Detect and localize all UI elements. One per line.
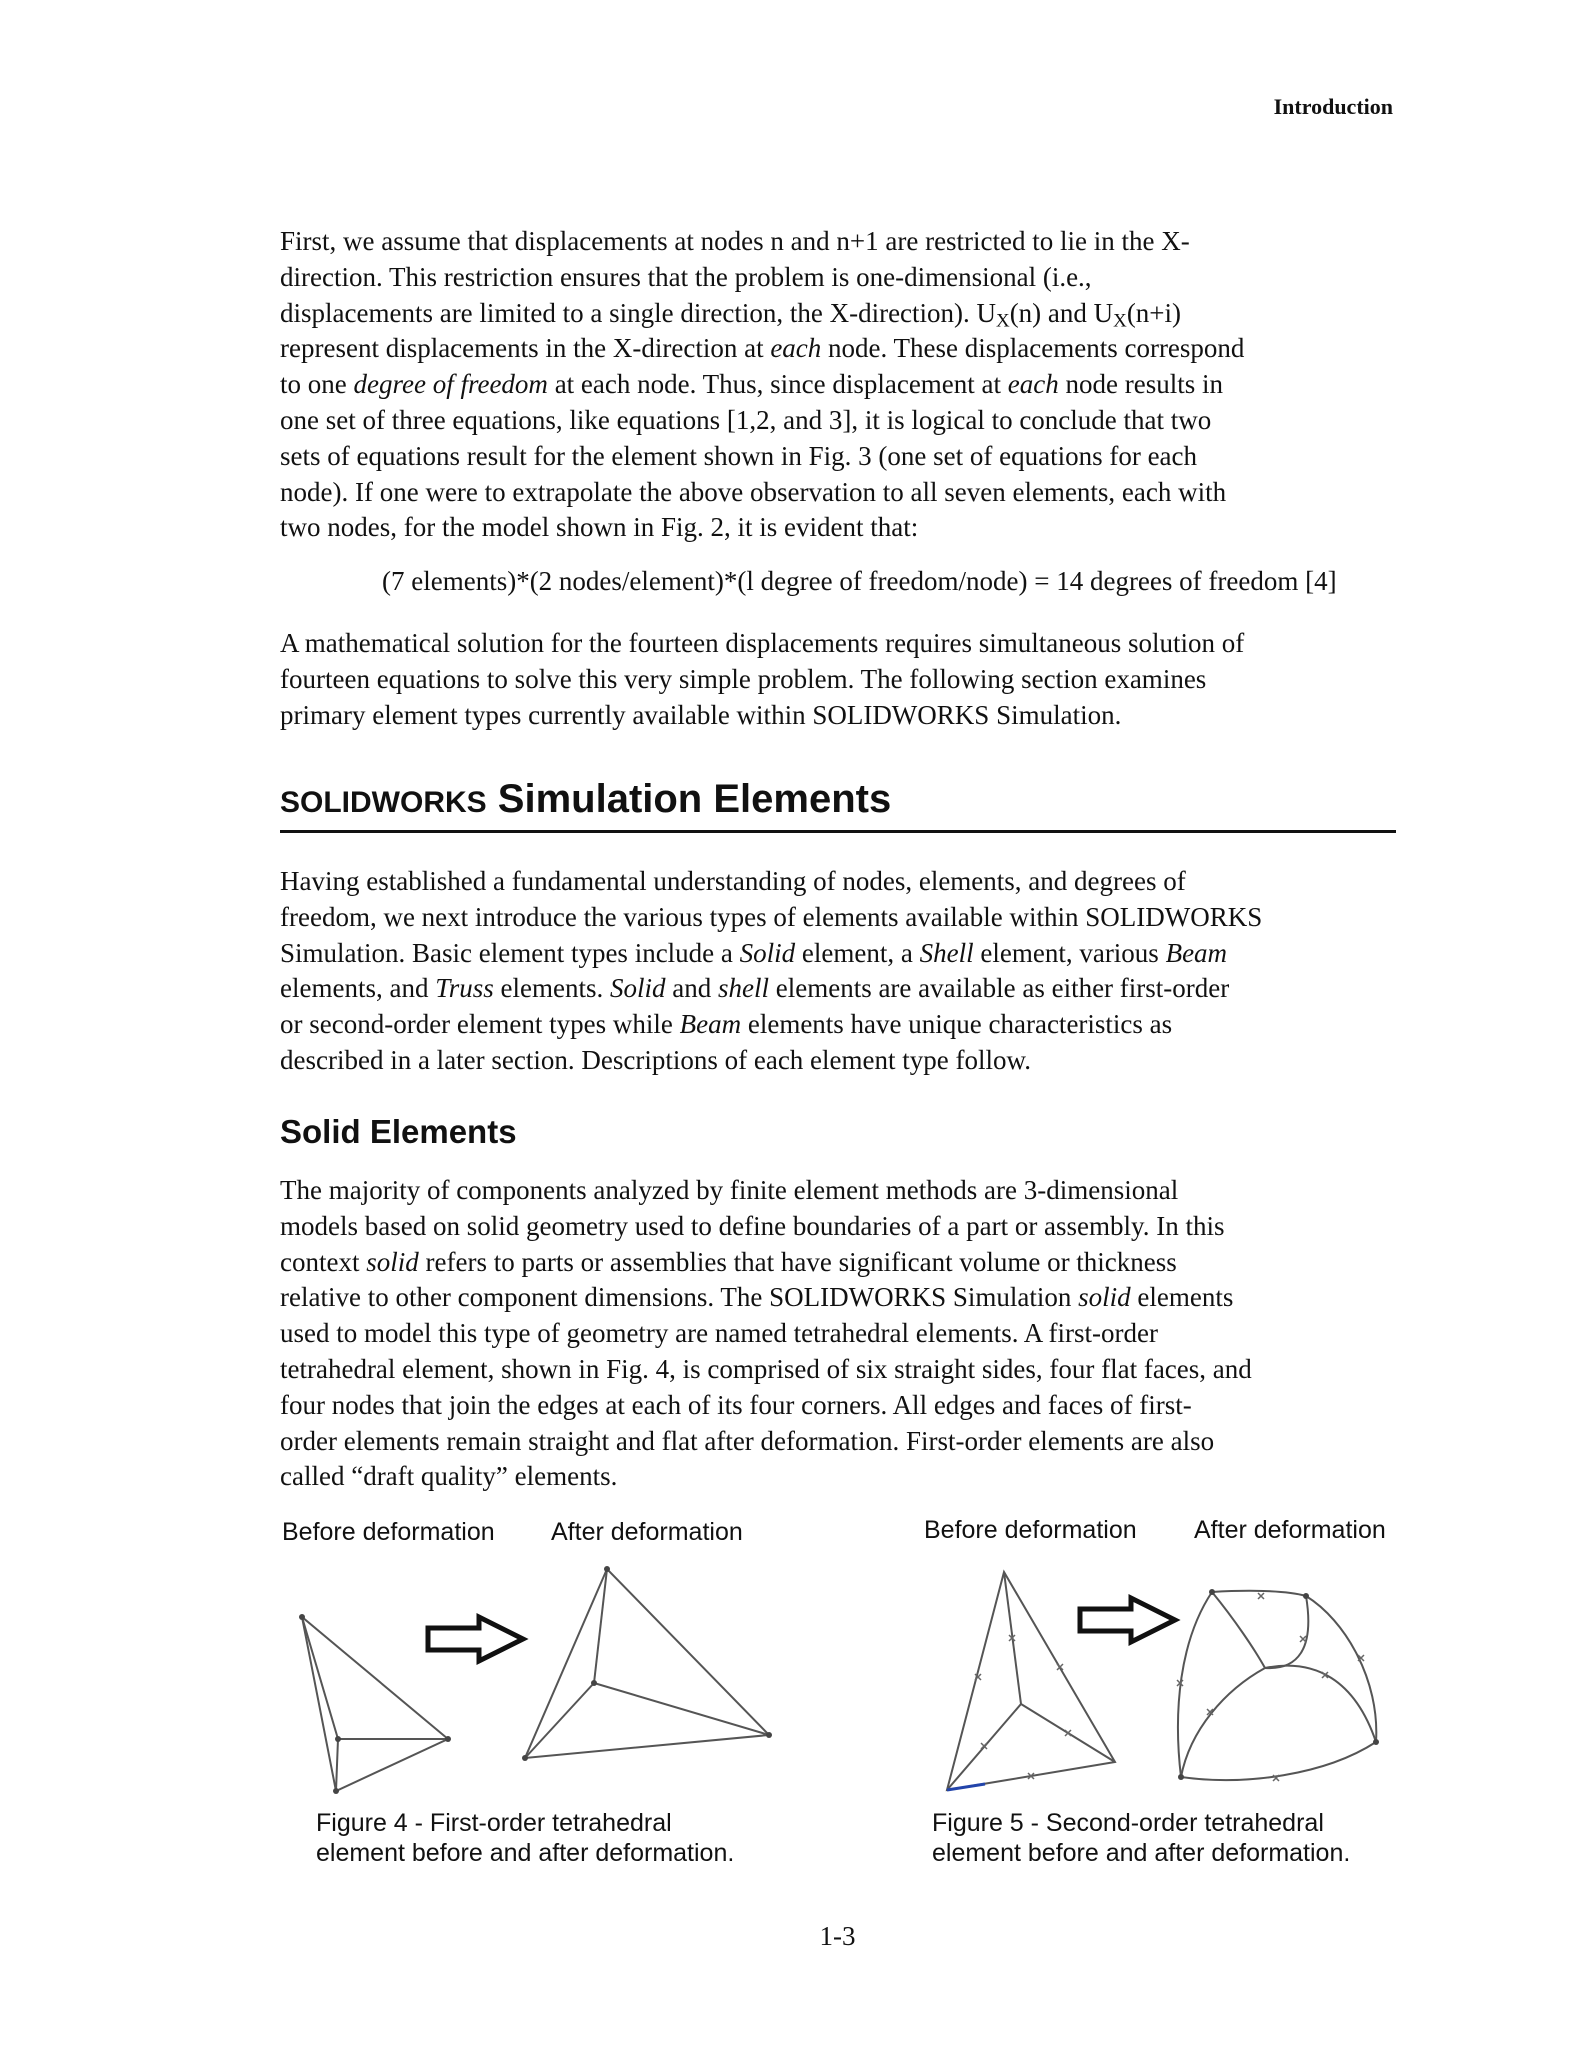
section-heading: SOLIDWORKS Simulation Elements (280, 777, 1396, 833)
equation-4: (7 elements)*(2 nodes/element)*(l degree of freedom/node) = 14 degrees of freedom [4] (382, 566, 1337, 596)
figure5-after-tetrahedron (1178, 1591, 1376, 1780)
figure5-caption: Figure 5 - Second-order tetrahedral element before and after deformation. (932, 1809, 1351, 1867)
figure4-drawing (280, 1550, 800, 1810)
figure4-after-tetrahedron (525, 1569, 769, 1758)
paragraph-displacements: First, we assume that displacements at nodes n and n+1 are restricted to lie in the X- direction. This restriction ensures that the problem is one-dimensional (i.e., displacements are limited to a single direction, the X-direction). $U_X(n)$ and $U_X(n+i)$ represent displacements in the X-direction at each node. These displacements correspond to one degree of freedom at each node. Thus, since displacement at each node results in one set of three equations, like equations [1,2, and 3], it is logical to conclude that two sets of equations result for the element shown in Fig. 3 (one set of equations for each node). If one were to extrapolate the above observation to all seven elements, each with two nodes, for the model shown in Fig. 2, it is evident that: (280, 226, 1245, 543)
figure5-before-label: Before deformation (924, 1516, 1137, 1544)
figure5-drawing (925, 1550, 1395, 1810)
page-number: 1-3 (819, 1921, 856, 1951)
figure4-caption: Figure 4 - First-order tetrahedral element before and after deformation. (316, 1809, 735, 1867)
figure5-before-tetrahedron (947, 1572, 1115, 1790)
paragraph-solid-elements: The majority of components analyzed by finite element methods are 3-dimensional models based on solid geometry used to define boundaries of a part or assembly. In this context solid refers to parts or assemblies that have significant volume or thickness relative to other component dimensions. The SOLIDWORKS Simulation solid elements used to model this type of geometry are named tetrahedral elements. A first-order tetrahedral element, shown in Fig. 4, is comprised of six straight sides, four flat faces, and four nodes that join the edges at each of its four corners. All edges and faces of first- order elements remain straight and flat after deformation. First-order elements are also called “draft quality” elements. (280, 1175, 1252, 1492)
arrow-icon (1080, 1598, 1175, 1642)
running-header: Introduction (1273, 94, 1393, 119)
subheading-solid-elements: Solid Elements (280, 1113, 517, 1150)
figure5-before-midside-nodes (975, 1635, 1071, 1779)
figure4-after-nodes (522, 1566, 772, 1761)
arrow-icon (428, 1617, 523, 1661)
figure4-before-label: Before deformation (282, 1518, 495, 1546)
figure5-after-label: After deformation (1194, 1516, 1386, 1544)
paragraph-element-types: Having established a fundamental understanding of nodes, elements, and degrees of freedom, we next introduce the various types of elements available within SOLIDWORKS Simulation. Basic element types include a Solid element, a Shell element, various Beam elements, and Truss elements. Solid and shell elements are available as either first-order or second-order element types while Beam elements have unique characteristics as described in a later section. Descriptions of each element type follow. (280, 866, 1263, 1075)
figure4-after-label: After deformation (551, 1518, 743, 1546)
figure5-after-corner-nodes (1178, 1589, 1379, 1780)
paragraph-mathematical-solution: A mathematical solution for the fourteen displacements requires simultaneous solution of fourteen equations to solve this very simple problem. The following section examines primary element types currently available within SOLIDWORKS Simulation. (280, 628, 1245, 730)
